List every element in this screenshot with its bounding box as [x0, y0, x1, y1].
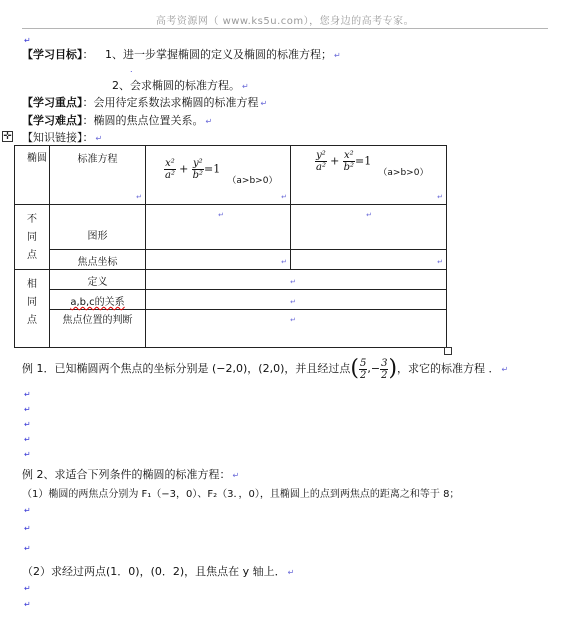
figure-cell-1[interactable]: ↵: [146, 205, 291, 250]
focus-coords-label-cell: 焦点坐标: [50, 250, 146, 270]
example-1: 例 1．已知椭圆两个焦点的坐标分别是 (−2,0)，(2,0)，并且经过点( $\frac{5}{2}$ ,− $\frac{3}{2}$ )，求它的标准方程 ． ↵: [22, 356, 509, 381]
example-2-title: 例 2、求适合下列条件的椭圆的标准方程： ↵: [22, 468, 240, 481]
objectives-item-1: 1、进一步掌握椭圆的定义及椭圆的标准方程；: [105, 48, 332, 61]
abc-label-cell: a,b,c的关系: [50, 290, 146, 310]
keypoint-label: 【学习重点】: [22, 96, 83, 109]
definition-cell[interactable]: ↵: [146, 270, 447, 290]
keypoint-line: 【学习重点】：会用待定系数法求椭圆的标准方程 ↵: [22, 96, 268, 109]
keypoint-text: ：会用待定系数法求椭圆的标准方程: [82, 96, 259, 109]
std-eq-header-cell: 标准方程 ↵: [50, 146, 146, 205]
definition-label-cell: 定义: [50, 270, 146, 290]
figure-cell-2[interactable]: ↵: [291, 205, 447, 250]
objectives-item-2: 2、会求椭圆的标准方程。 ↵: [112, 79, 249, 92]
difficulty-line: 【学习难点】：椭圆的焦点位置关系。 ↵: [22, 114, 213, 127]
objectives-label: 【学习目标】: [22, 48, 83, 61]
figure-label-cell: 图形: [50, 205, 146, 250]
table-move-handle-icon[interactable]: ✛: [3, 131, 12, 142]
focus-judge-label-cell: 焦点位置的判断: [50, 310, 146, 348]
eq1-cell: $\frac{\text{x²}}{\text{a²}}$ + $\frac{\text{y²}}{\text{b²}}$ =1 （a>b>0） ↵: [146, 146, 291, 205]
eq2-formula: $\frac{\text{y²}}{\text{a²}}$ + $\frac{\text{x²}}{\text{b²}}$ =1 （a>b>0）: [316, 150, 429, 178]
eq1-formula: $\frac{\text{x²}}{\text{a²}}$ + $\frac{\text{y²}}{\text{b²}}$ =1 （a>b>0）: [165, 158, 278, 186]
header-rule: [22, 28, 548, 29]
example-2-item-1: （1）椭圆的两焦点分别为 F₁（−3，0）、F₂（3．，0），且椭圆上的点到两焦点的距离之和等于 8；: [22, 489, 460, 500]
difficulty-label: 【学习难点】: [22, 114, 83, 127]
focus-coords-cell-1[interactable]: ↵: [146, 250, 291, 270]
difficulty-text: ：椭圆的焦点位置关系。: [82, 114, 204, 127]
ellipse-comparison-table: [14, 145, 447, 348]
paragraph-mark-icon: ↵: [24, 36, 31, 45]
table-corner-cell: 椭圆: [15, 146, 50, 205]
document-page: 高考资源网（ www.ks5u.com），您身边的高考专家。 ↵ 【学习目标】： 1、进一步掌握椭圆的定义及椭圆的标准方程； ↵ . 2、会求椭圆的标准方程。 ↵ 【学习重点】：会用待定系数法求椭圆的标准方程 ↵ 【学习难点】：椭圆的焦点位置关系。 ↵ ✛ 【知识链接】： ↵ 椭圆 标准方程 ↵ $\frac{\text{x²}}{\text{a²}}$ + $\frac{\text{y²}}{\text{b²}}$ =1 （a>b>0） ↵ $\frac{\text{y²}}{\text{a²}}$ + $\frac{\text{x²}}{\text{b²}}$ =1 （a>b>0） ↵ 不同点 图形 ↵ ↵ 焦点坐标 ↵ ↵ 相同点 定义 ↵ a,b,c的关系 ↵ 焦点位置的判断 ↵ 例 1．已知椭圆两个焦点的坐标分别是 (−2,0)，(2,0)，并且经过点( $\frac{5}{2}$ ,− $\frac{3}{2}$ )，求它的标准方程 ． ↵ ↵ ↵ ↵ ↵ ↵ 例 2、求适合下列条件的椭圆的标准方程： ↵ （1）椭圆的两焦点分别为 F₁（−3，0）、F₂（3．，0），且椭圆上的点到两焦点的距离之和等于 8； ↵ ↵ ↵ （2）求经过两点(1．0)，(0．2)，且焦点在 y 轴上． ↵ ↵ ↵: [0, 0, 570, 617]
objectives-line-1: 【学习目标】： 1、进一步掌握椭圆的定义及椭圆的标准方程； ↵: [22, 48, 341, 61]
focus-judge-cell[interactable]: ↵: [146, 310, 447, 348]
knowledge-line: 【知识链接】： ↵: [22, 131, 103, 144]
focus-coords-cell-2[interactable]: ↵: [291, 250, 447, 270]
page-header: 高考资源网（ www.ks5u.com），您身边的高考专家。: [155, 16, 415, 27]
abc-cell[interactable]: ↵: [146, 290, 447, 310]
knowledge-label: 【知识链接】: [22, 131, 83, 144]
diff-label-cell: 不同点: [15, 205, 50, 270]
same-label-cell: 相同点: [15, 270, 50, 348]
example-2-item-2: （2）求经过两点(1．0)，(0．2)，且焦点在 y 轴上． ↵: [22, 565, 295, 578]
eq2-cell: $\frac{\text{y²}}{\text{a²}}$ + $\frac{\text{x²}}{\text{b²}}$ =1 （a>b>0） ↵: [291, 146, 447, 205]
